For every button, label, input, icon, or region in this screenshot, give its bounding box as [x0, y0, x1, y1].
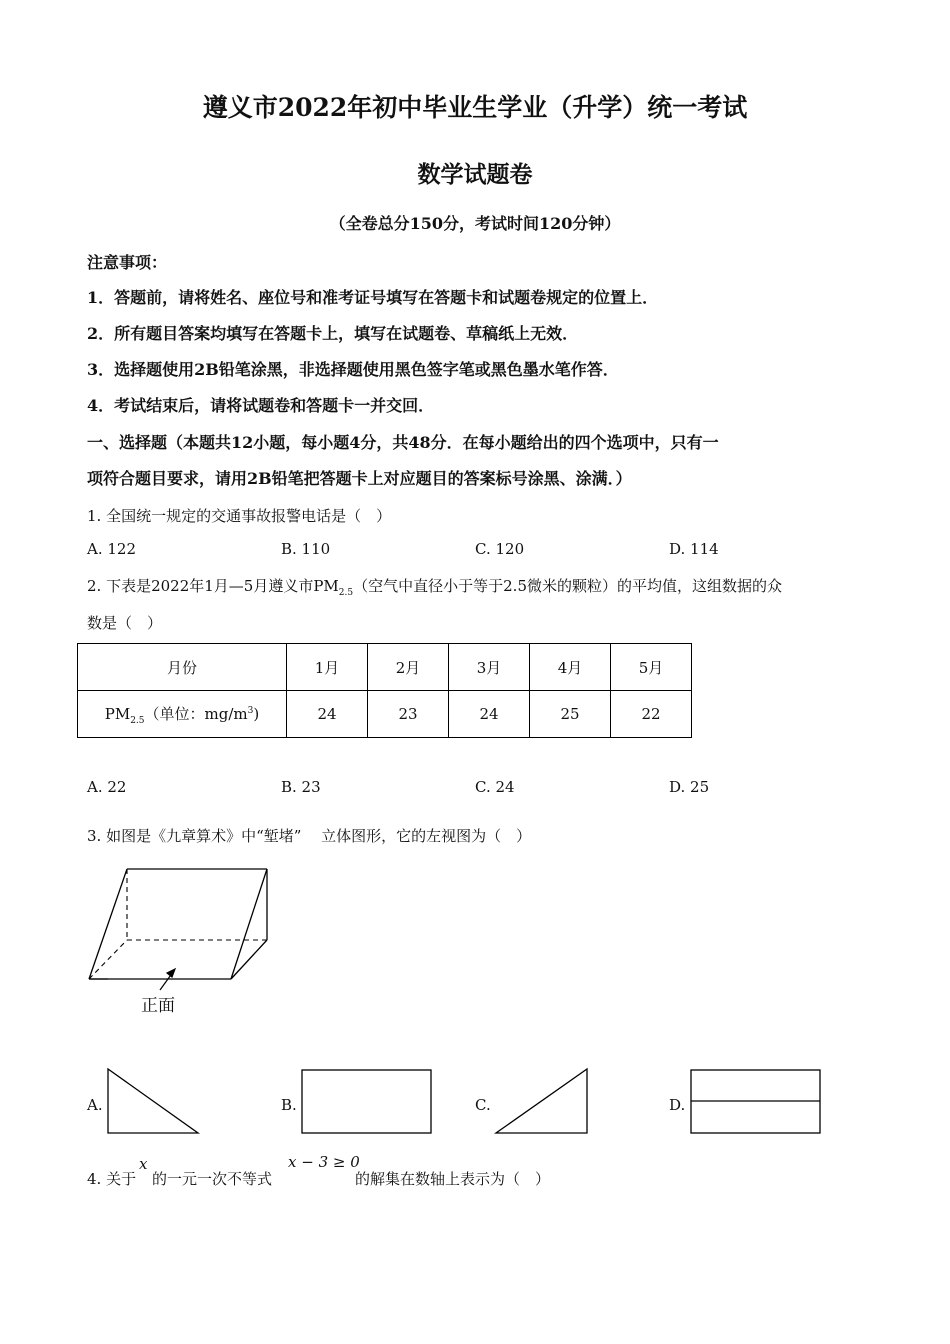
q3-option-c: C.	[475, 1096, 491, 1114]
exam-info: （全卷总分150分，考试时间120分钟）	[329, 214, 621, 233]
table-cell: 22	[611, 691, 692, 738]
table-cell: 25	[530, 691, 611, 738]
q2-option-b: B. 23	[281, 778, 321, 796]
table-header-cell: 月份	[78, 644, 287, 691]
q4-stem-part: 4. 关于	[87, 1170, 137, 1188]
q2-stem-line2: 数是（ ）	[87, 614, 163, 632]
q3-option-a: A.	[87, 1096, 103, 1114]
table-header-cell: 2月	[368, 644, 449, 691]
q2-stem-subscript: 2.5	[338, 588, 354, 598]
q2-option-d: D. 25	[669, 778, 710, 796]
q4-stem-part: 的解集在数轴上表示为（ ）	[355, 1170, 551, 1188]
note-item: 1．答题前，请将姓名、座位号和准考证号填写在答题卡和试题卷规定的位置上．	[87, 288, 659, 307]
table-cell: 24	[287, 691, 368, 738]
option-a-triangle	[108, 1069, 198, 1133]
row-label-part: )	[253, 704, 260, 723]
note-item: 2．所有题目答案均填写在答题卡上，填写在试题卷、草稿纸上无效．	[87, 324, 579, 343]
row-label-part: PM	[104, 704, 131, 723]
option-c-triangle	[496, 1069, 587, 1133]
front-face-label: 正面	[141, 996, 175, 1016]
section-heading-line2: 项符合题目要求，请用2B铅笔把答题卡上对应题目的答案标号涂黑、涂满．）	[87, 469, 632, 488]
q1-option-a: A. 122	[87, 540, 136, 558]
note-item: 4．考试结束后，请将试题卷和答题卡一并交回．	[87, 396, 435, 415]
q2-stem-part: （空气中直径小于等于2.5微米的颗粒）的平均值，这组数据的众	[353, 577, 782, 595]
exam-title: 遵义市2022年初中毕业生学业（升学）统一考试	[202, 93, 748, 122]
q2-stem-part: 2. 下表是2022年1月—5月遵义市PM	[87, 577, 339, 595]
paper-subtitle: 数学试题卷	[417, 161, 533, 188]
q3-option-b: B.	[281, 1096, 297, 1114]
option-b-rectangle	[302, 1070, 431, 1133]
q1-option-d: D. 114	[669, 540, 719, 558]
table-header-cell: 4月	[530, 644, 611, 691]
section-heading-line1: 一、选择题（本题共12小题，每小题4分，共48分．在每小题给出的四个选项中，只有一	[87, 433, 719, 452]
row-label-subscript: 2.5	[130, 715, 145, 726]
note-item: 3．选择题使用2B铅笔涂黑，非选择题使用黑色签字笔或黑色墨水笔作答．	[87, 360, 619, 379]
q4-stem-part: 的一元一次不等式	[152, 1170, 273, 1188]
notes-heading: 注意事项：	[87, 253, 168, 272]
q2-option-c: C. 24	[475, 778, 515, 796]
q1-option-b: B. 110	[281, 540, 331, 558]
q4-variable: x	[139, 1155, 148, 1173]
table-header-cell: 5月	[611, 644, 692, 691]
table-cell: 23	[368, 691, 449, 738]
q4-inequality: x − 3 ≥ 0	[288, 1153, 360, 1171]
row-label-superscript: 3	[247, 705, 254, 716]
q3-option-d: D.	[669, 1096, 686, 1114]
row-label-part: （单位：mg/m	[144, 704, 248, 723]
q1-option-c: C. 120	[475, 540, 525, 558]
q2-option-a: A. 22	[87, 778, 127, 796]
table-header-cell: 3月	[449, 644, 530, 691]
table-cell: 24	[449, 691, 530, 738]
q1-stem: 1. 全国统一规定的交通事故报警电话是（ ）	[87, 507, 392, 525]
table-header-cell: 1月	[287, 644, 368, 691]
q3-stem: 3. 如图是《九章算术》中“堑堵” 立体图形，它的左视图为（ ）	[87, 827, 532, 845]
